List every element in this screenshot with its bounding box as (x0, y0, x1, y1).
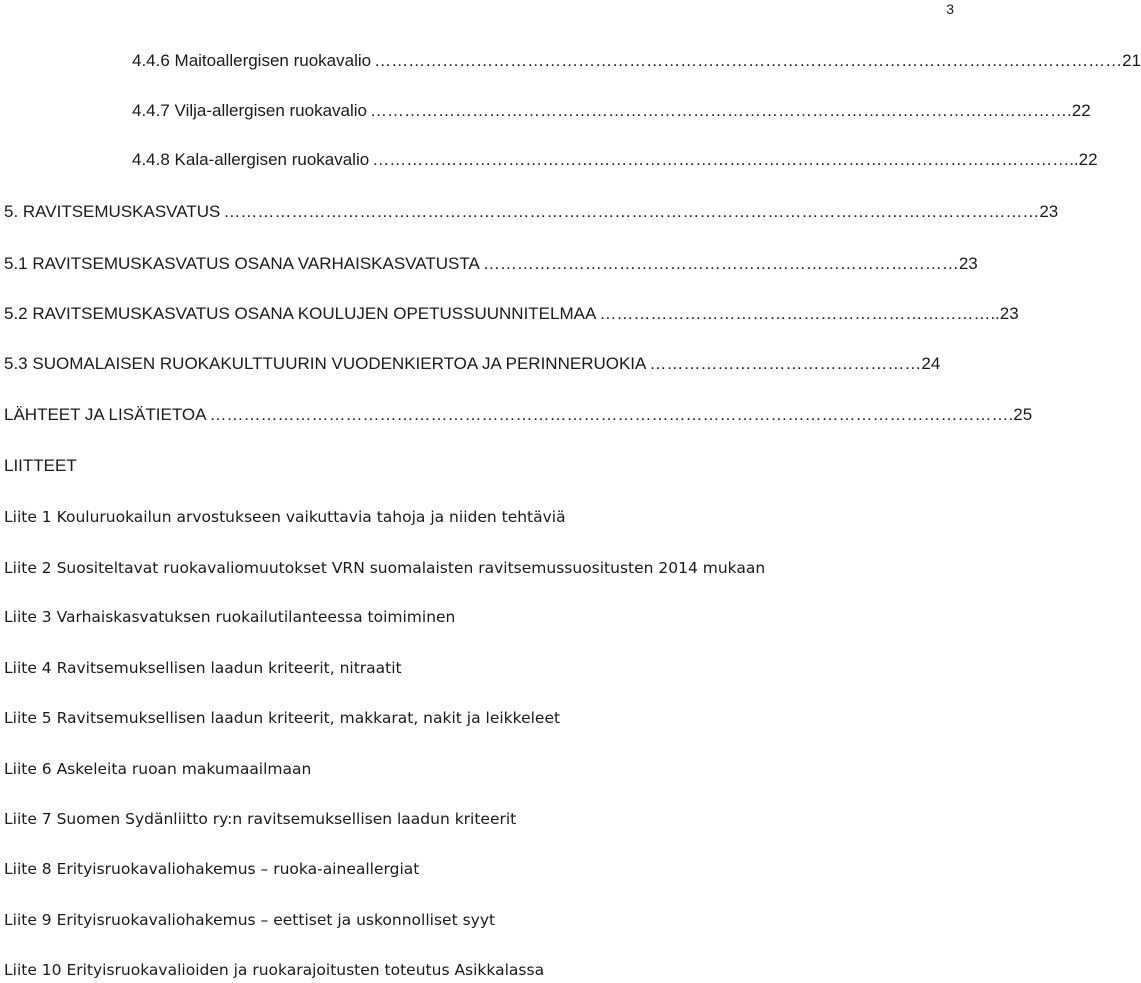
appendix-item: Liite 3 Varhaiskasvatuksen ruokailutilanteessa toimiminen (4, 608, 456, 626)
toc-entry-leader: ……………………………………………………………………………………………………………………………. (209, 405, 1014, 424)
toc-entry-title: 4.4.8 Kala-allergisen ruokavalio (132, 150, 370, 169)
toc-entry-title: 4.4.6 Maitoallergisen ruokavalio (132, 51, 372, 70)
toc-entry-title: 5. RAVITSEMUSKASVATUS (4, 202, 221, 221)
toc-entry-leader: …………………………………………………………………………………………………………….. (372, 150, 1079, 169)
toc-entry-leader: ……………………………………………………………………………………………………………. (370, 101, 1072, 120)
appendix-item: Liite 7 Suomen Sydänliitto ry:n ravitsemuksellisen laadun kriteerit (4, 810, 517, 828)
toc-entry[interactable] (4, 201, 1059, 223)
appendix-item: Liite 6 Askeleita ruoan makumaailmaan (4, 760, 312, 778)
toc-entry-page: 23 (999, 304, 1019, 323)
toc-entry[interactable] (4, 404, 1033, 426)
appendix-item: Liite 4 Ravitsemuksellisen laadun kriteerit, nitraatit (4, 659, 402, 677)
toc-entry-page: 22 (1078, 150, 1098, 169)
appendix-heading: LIITTEET (4, 456, 77, 475)
toc-entry-leader: …………………………………………………………….. (599, 304, 1000, 323)
toc-entry[interactable] (132, 149, 1098, 171)
toc-entry-title: 5.2 RAVITSEMUSKASVATUS OSANA KOULUJEN OPETUSSUUNNITELMAA (4, 304, 597, 323)
toc-entry-page: 21 (1122, 51, 1141, 70)
toc-entry[interactable] (4, 253, 978, 275)
appendix-item: Liite 5 Ravitsemuksellisen laadun kriteerit, makkarat, nakit ja leikkeleet (4, 709, 561, 727)
appendix-item: Liite 2 Suositeltavat ruokavaliomuutokset VRN suomalaisten ravitsemussuositusten 2014 mukaan (4, 559, 766, 577)
toc-entry-page: 25 (1013, 405, 1033, 424)
appendix-item: Liite 10 Erityisruokavalioiden ja ruokarajoitusten toteutus Asikkalassa (4, 961, 545, 979)
toc-entry-page: 22 (1071, 101, 1091, 120)
appendix-item: Liite 8 Erityisruokavaliohakemus – ruoka-aineallergiat (4, 860, 420, 878)
toc-entry[interactable] (4, 353, 941, 375)
appendix-item: Liite 1 Kouluruokailun arvostukseen vaikuttavia tahoja ja niiden tehtäviä (4, 508, 566, 526)
toc-entry-title: 5.3 SUOMALAISEN RUOKAKULTTUURIN VUODENKIERTOA JA PERINNERUOKIA (4, 354, 647, 373)
toc-entry-page: 23 (1039, 202, 1059, 221)
toc-entry-page: 24 (921, 354, 941, 373)
appendix-item: Liite 9 Erityisruokavaliohakemus – eettiset ja uskonnolliset syyt (4, 911, 496, 929)
toc-entry[interactable] (4, 303, 1019, 325)
page-number: 3 (946, 1, 954, 17)
toc-entry[interactable] (132, 50, 1141, 72)
toc-entry-title: 4.4.7 Vilja-allergisen ruokavalio (132, 101, 367, 120)
toc-entry-page: 23 (958, 254, 978, 273)
toc-entry-leader: ………………………………………………………………………… (482, 254, 959, 273)
toc-entry-leader: …………………………………………………………………………………………………………………… (374, 51, 1123, 70)
toc-entry-leader: ……………………………………………………………………………………………………………………………… (223, 202, 1040, 221)
toc-entry-title: LÄHTEET JA LISÄTIETOA (4, 405, 207, 424)
toc-entry[interactable] (132, 100, 1091, 122)
toc-entry-leader: ………………………………………… (649, 354, 922, 373)
toc-entry-title: 5.1 RAVITSEMUSKASVATUS OSANA VARHAISKASVATUSTA (4, 254, 480, 273)
